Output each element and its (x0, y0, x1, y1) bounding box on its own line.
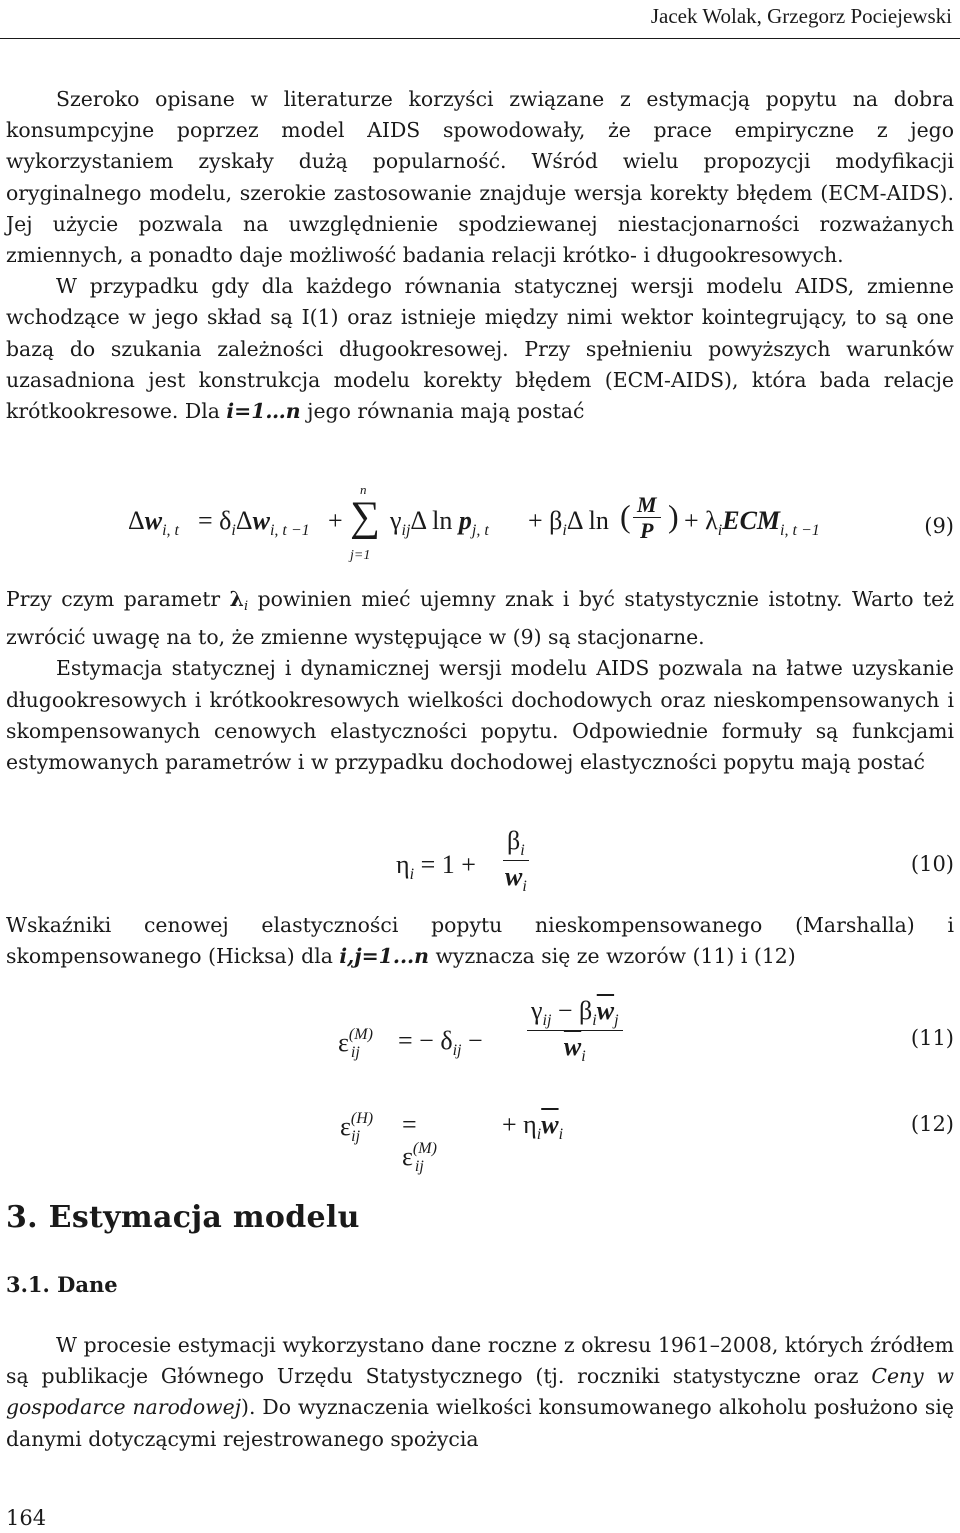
paragraph-lambda (6, 584, 954, 653)
subsection-heading: 3.1. Dane (6, 1272, 118, 1297)
equation-10-number: (10) (910, 852, 954, 876)
equation-9: $\Delta w_{i, t}$ = $\delta_i\Delta w_{i, t -1}$ + n ∑ j=1 $\gamma_{ij}\Delta$ $\ln p_{j, t}$ + $\beta_i\Delta$ ln ( $\frac{M}{P}$ ) + $\lambda_iECM_{i, t -1}$ (128, 482, 820, 563)
paragraph-aids-benefits: Szeroko opisane w literaturze korzyści związane z estymacją popytu na dobra konsumpcyjne poprzez model AIDS spowodowały, że prace empiryczne z jego wykorzystaniem zyskały dużą popularność. Wśród wielu propozycji modyfikacji oryginalnego modelu, szerokie zastosowanie znajduje wersja korekty błędem (ECM-AIDS). Jej użycie pozwala na uwzględnienie spodziewanej niestacjonarności rozważanych zmiennych, a ponadto daje możliwość badania relacji krótko- i długookresowych. (6, 87, 954, 268)
equation-11: $\varepsilon^{(M)}_{ij}$ = − $\delta_{ij}$ − $\gamma_{ij} - \beta_i\overline{w}_j$ $\overline{w}_i$ (338, 996, 658, 1086)
page-number: 164 (6, 1506, 47, 1530)
equation-10: $\eta_i = 1$ + $\frac{\beta_i}{w_i}$ (396, 826, 527, 896)
equation-11-number: (11) (910, 1026, 954, 1050)
paragraph-elasticities: Estymacja statycznej i dynamicznej wersji modelu AIDS pozwala na łatwe uzyskanie długookresowych i krótkookresowych wielkości dochodowych oraz nieskompensowanych i skompensowanych cenowych elastyczności popytu. Odpowiednie formuły są funkcjami estymowanych parametrów i w przypadku dochodowej elastyczności popytu mają postać (6, 656, 954, 775)
header-rule (0, 38, 960, 39)
index-range: i=1…n (226, 399, 301, 424)
data-section (6, 1330, 954, 1455)
intro-section (6, 84, 954, 427)
running-header: Jacek Wolak, Grzegorz Pociejewski (650, 4, 952, 28)
para5-end: wyznacza się ze wzorów (11) i (12) (428, 944, 796, 969)
index-range-ij: i,j=1...n (339, 944, 429, 969)
para5-text: Wskaźniki cenowej elastyczności popytu nieskompensowanego (Marshalla) i skompensowanego (Hicksa) dla (6, 913, 954, 969)
equation-9-number: (9) (924, 514, 954, 538)
para2-end: jego równania mają postać (300, 399, 585, 424)
equation-12-number: (12) (910, 1112, 954, 1136)
paragraph-data-sources (6, 1330, 954, 1455)
para6-end: ). Do wyznaczenia wielkości konsumowanego alkoholu posłużono się danymi dotyczącymi rejestrowanego spożycia (6, 1395, 954, 1451)
para6-text: W procesie estymacji wykorzystano dane roczne z okresu 1961–2008, których źródłem są publikacje Głównego Urzędu Statystycznego (tj. roczniki statystyczne oraz (6, 1333, 954, 1389)
fraction-m-over-p: $\frac{M}{P}$ (633, 492, 661, 545)
para3-end: powinien mieć ujemny znak i być statystycznie istotny. Warto też zwrócić uwagę na to, że zmienne występujące w (9) są stacjonarne. (6, 587, 954, 650)
price-elasticity-intro (6, 910, 954, 972)
paragraph-ecm-conditions (6, 271, 954, 427)
publication-title: Ceny w gospodarce narodowej (6, 1364, 954, 1420)
lambda-symbol: λ (229, 587, 244, 611)
section-heading: 3. Estymacja modelu (6, 1200, 360, 1235)
lambda-section (6, 584, 954, 778)
paragraph-price-elasticity (6, 910, 954, 972)
lambda-subscript: i (243, 599, 249, 614)
equation-12: $\varepsilon^{(H)}_{ij}$ = $\varepsilon^{(M)}_{ij}$ + $\eta_i\overline{w}_i$ (340, 1110, 564, 1175)
para2-text: W przypadku gdy dla każdego równania statycznej wersji modelu AIDS, zmienne wchodzące w jego skład są I(1) oraz istnieje między nimi wektor kointegrujący, to są one bazą do szukania zależności długookresowej. Przy spełnieniu powyższych warunków uzasadniona jest konstrukcja modelu korekty błędem (ECM-AIDS), która bada relacje krótkookresowe. Dla (6, 274, 954, 424)
para3-text: Przy czym parametr (6, 587, 230, 611)
